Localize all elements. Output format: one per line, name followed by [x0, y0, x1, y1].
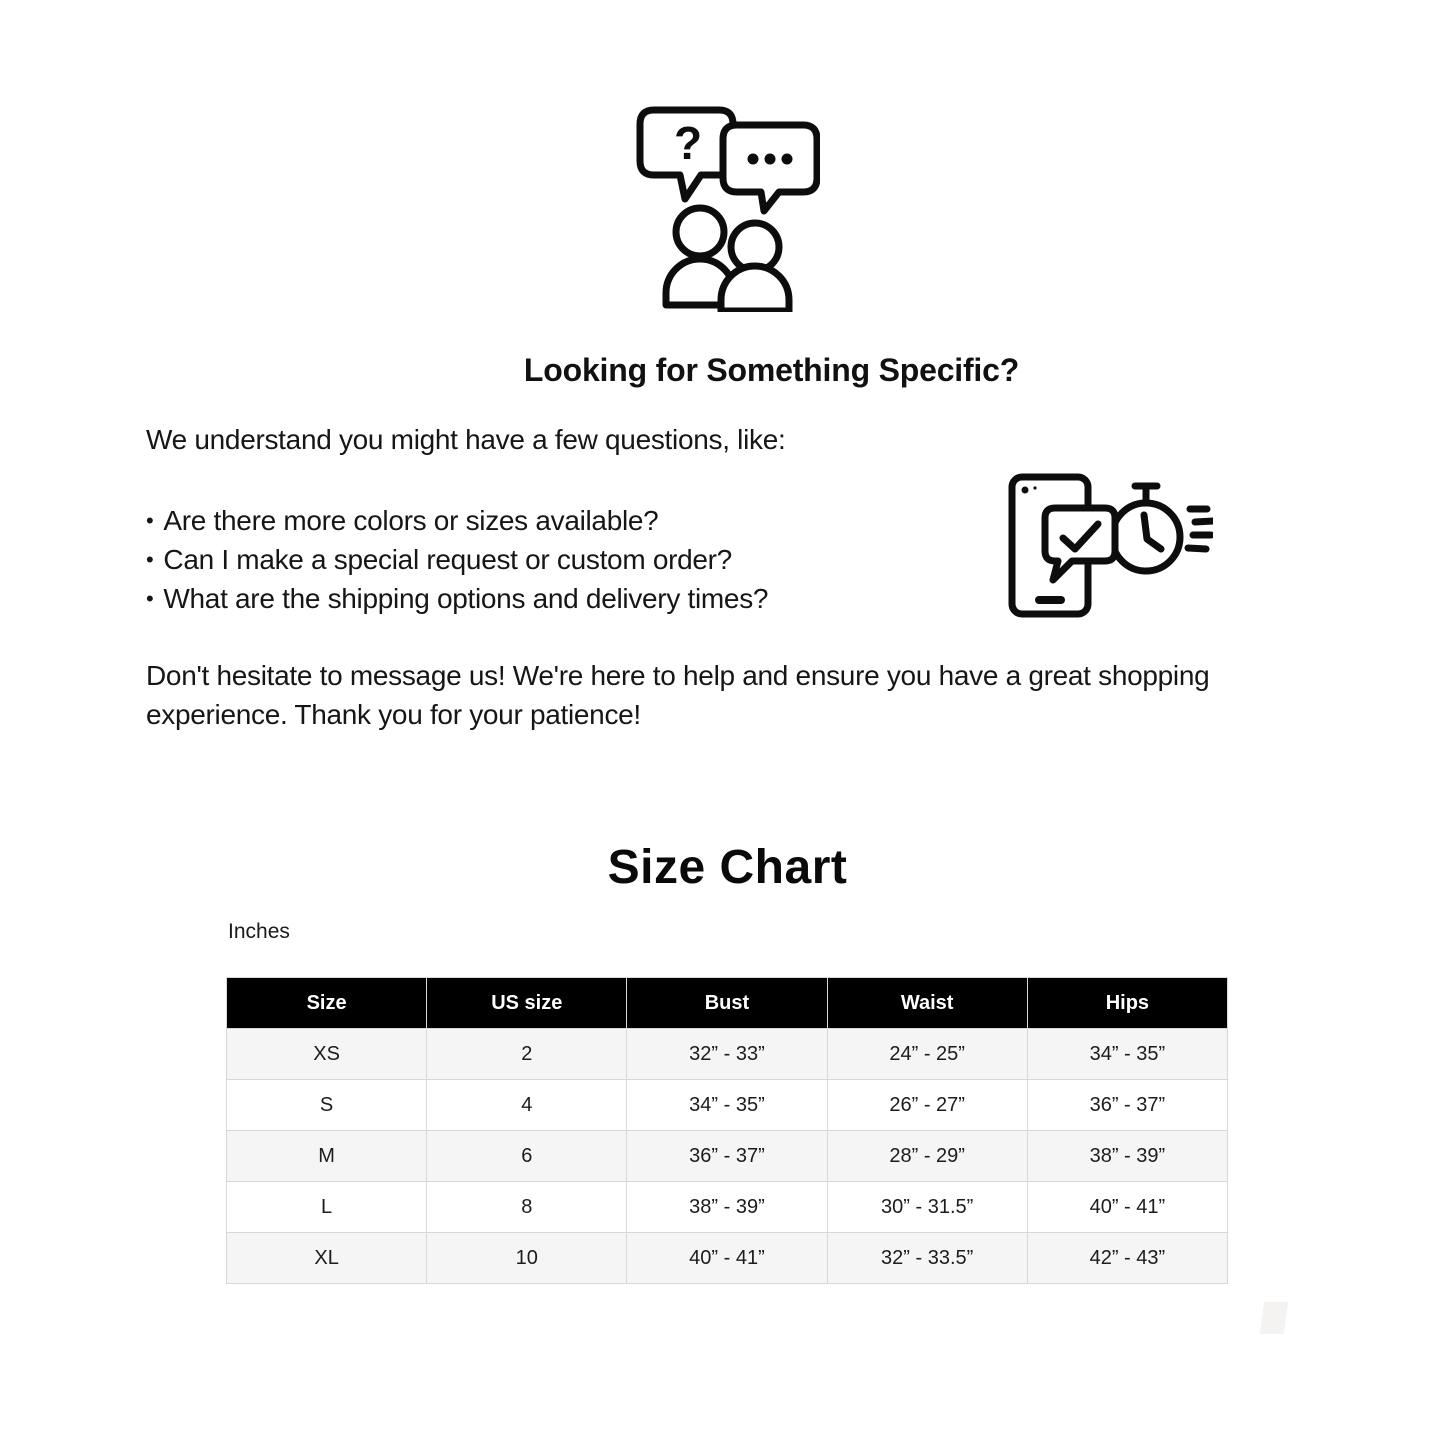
- hips-cell: 38” - 39”: [1027, 1131, 1227, 1182]
- size-cell: L: [227, 1182, 427, 1233]
- us-size-cell: 4: [427, 1080, 627, 1131]
- column-header-hips: Hips: [1027, 978, 1227, 1029]
- section-heading: Looking for Something Specific?: [523, 352, 1020, 388]
- us-size-cell: 6: [427, 1131, 627, 1182]
- table-row-xs: [227, 1029, 1228, 1080]
- us-size-cell: 2: [427, 1029, 627, 1080]
- hips-cell: 36” - 37”: [1027, 1080, 1227, 1131]
- size-cell: M: [227, 1131, 427, 1182]
- faq-bullet-item: [146, 501, 768, 540]
- bust-cell: 32” - 33”: [627, 1029, 827, 1080]
- size-cell: S: [227, 1080, 427, 1131]
- size-chart-title: Size Chart: [607, 841, 848, 894]
- conversation-icon: [630, 97, 820, 312]
- waist-cell: 32” - 33.5”: [827, 1233, 1027, 1284]
- hips-cell: 34” - 35”: [1027, 1029, 1227, 1080]
- waist-cell: 30” - 31.5”: [827, 1182, 1027, 1233]
- hips-cell: 42” - 43”: [1027, 1233, 1227, 1284]
- table-row-xl: [227, 1233, 1228, 1284]
- faq-bullet-text: Can I make a special request or custom order?: [163, 544, 732, 575]
- ellipsis-dot: [748, 154, 759, 165]
- ellipsis-dot: [765, 154, 776, 165]
- bullet-marker: •: [146, 547, 154, 572]
- fast-reply-icon: [1008, 473, 1213, 618]
- faq-bullet-item: [146, 579, 768, 618]
- faq-bullet-text: Are there more colors or sizes available?: [163, 505, 659, 536]
- column-header-size: Size: [227, 978, 427, 1029]
- table-row-l: [227, 1182, 1228, 1233]
- us-size-cell: 8: [427, 1182, 627, 1233]
- us-size-cell: 10: [427, 1233, 627, 1284]
- bullet-marker: •: [146, 508, 154, 533]
- closing-text: Don't hesitate to message us! We're here to help and ensure you have a great shopping experience. Thank you for your patience!: [146, 660, 1210, 730]
- size-cell: XS: [227, 1029, 427, 1080]
- person-head: [676, 208, 724, 256]
- faint-watermark: [1260, 1302, 1288, 1334]
- hips-cell: 40” - 41”: [1027, 1182, 1227, 1233]
- bust-cell: 36” - 37”: [627, 1131, 827, 1182]
- waist-cell: 24” - 25”: [827, 1029, 1027, 1080]
- bust-cell: 34” - 35”: [627, 1080, 827, 1131]
- size-chart-table: [226, 977, 1228, 1284]
- waist-cell: 26” - 27”: [827, 1080, 1027, 1131]
- speed-dash: [1195, 521, 1213, 522]
- bullet-marker: •: [146, 586, 154, 611]
- waist-cell: 28” - 29”: [827, 1131, 1027, 1182]
- question-mark-glyph: ?: [674, 117, 703, 169]
- person-body: [721, 266, 789, 311]
- faq-bullet-text: What are the shipping options and delivery times?: [163, 583, 769, 614]
- faq-bullet-list: [146, 501, 768, 618]
- column-header-bust: Bust: [627, 978, 827, 1029]
- bust-cell: 38” - 39”: [627, 1182, 827, 1233]
- lead-text: We understand you might have a few questions, like:: [146, 424, 786, 455]
- size-cell: XL: [227, 1233, 427, 1284]
- table-row-s: [227, 1080, 1228, 1131]
- phone-camera-dot: [1022, 487, 1029, 494]
- stopwatch-hands: [1144, 515, 1161, 549]
- phone-camera-dot: [1033, 486, 1036, 489]
- speed-dash: [1188, 548, 1206, 549]
- unit-label: Inches: [228, 920, 290, 943]
- table-row-m: [227, 1131, 1228, 1182]
- faq-bullet-item: [146, 540, 768, 579]
- ellipsis-dot: [782, 154, 793, 165]
- bust-cell: 40” - 41”: [627, 1233, 827, 1284]
- column-header-waist: Waist: [827, 978, 1027, 1029]
- column-header-us-size: US size: [427, 978, 627, 1029]
- header-row: [227, 978, 1228, 1029]
